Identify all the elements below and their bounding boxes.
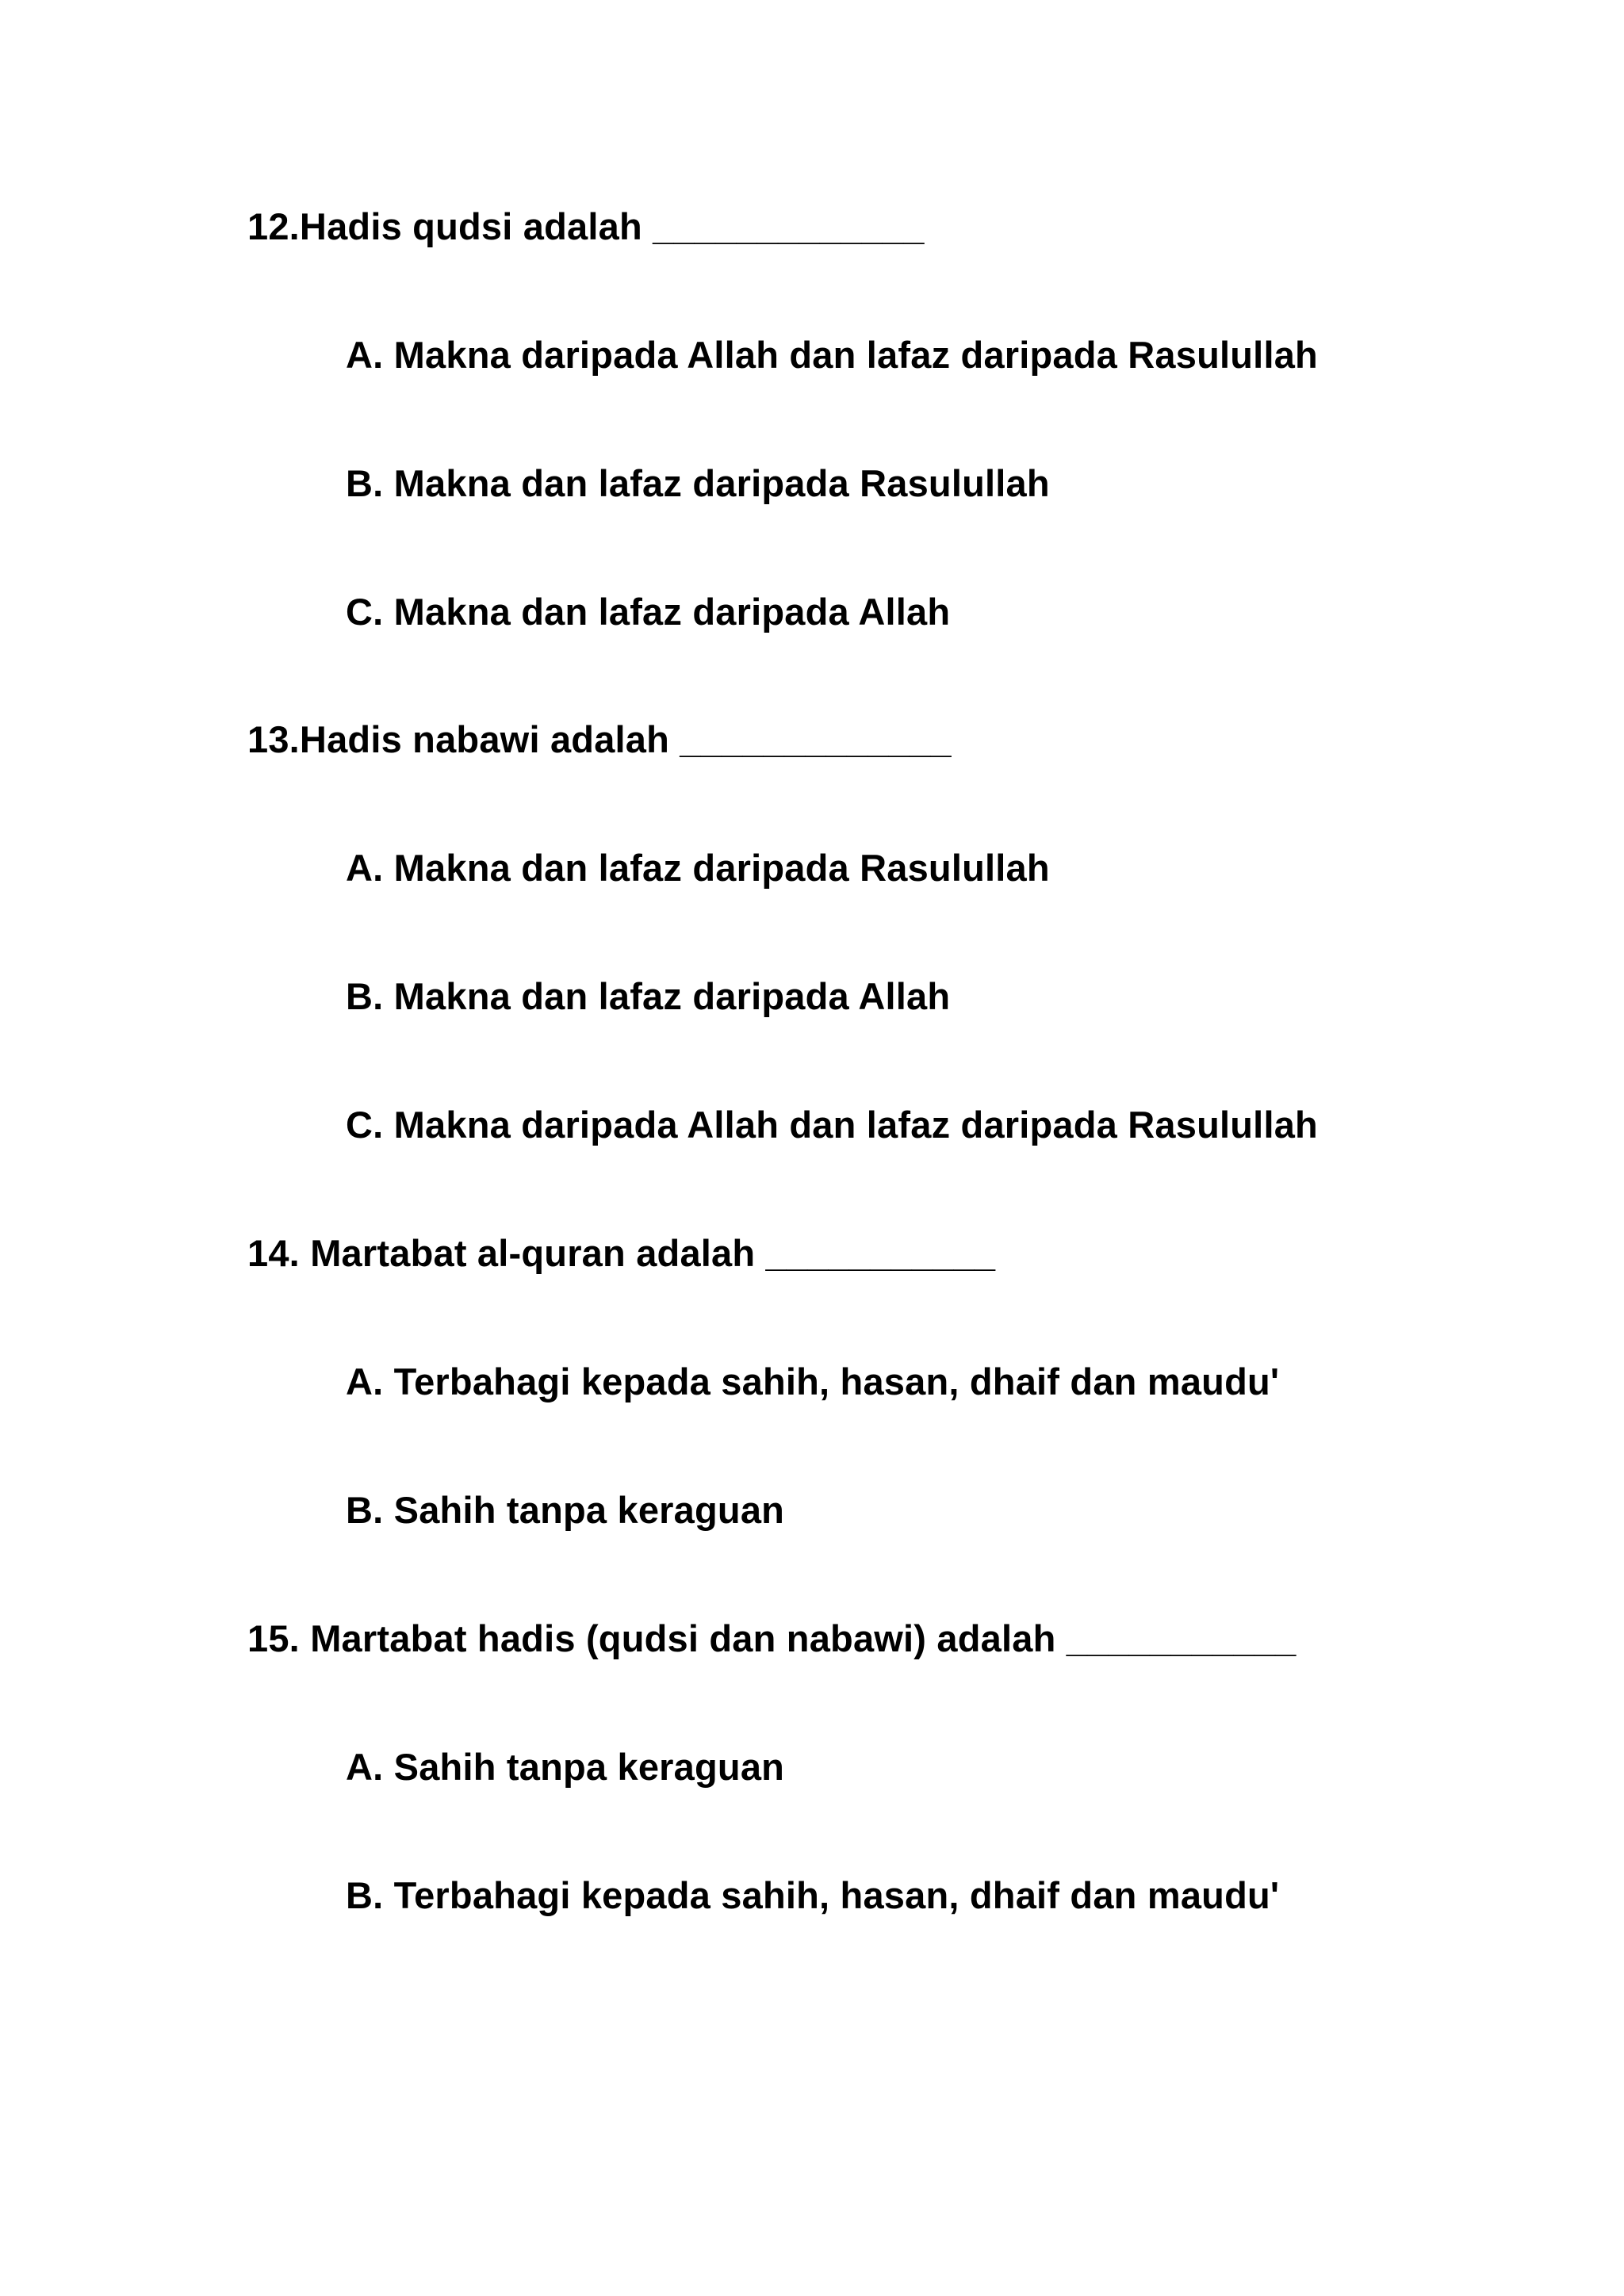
question-13-option-c: C. Makna daripada Allah dan lafaz daripada Rasulullah bbox=[346, 1104, 1318, 1146]
question-12-stem: 12.Hadis qudsi adalah _____________ bbox=[247, 205, 925, 247]
question-15-option-b: B. Terbahagi kepada sahih, hasan, dhaif dan maudu' bbox=[346, 1874, 1280, 1916]
question-14-stem: 14. Martabat al-quran adalah ___________ bbox=[247, 1232, 996, 1274]
question-13-option-b: B. Makna dan lafaz daripada Allah bbox=[346, 975, 951, 1017]
question-15-option-a: A. Sahih tanpa keraguan bbox=[346, 1746, 785, 1788]
question-13-option-a: A. Makna dan lafaz daripada Rasulullah bbox=[346, 847, 1050, 889]
question-12-option-b: B. Makna dan lafaz daripada Rasulullah bbox=[346, 462, 1050, 504]
question-12-option-a: A. Makna daripada Allah dan lafaz daripada Rasulullah bbox=[346, 334, 1318, 376]
question-14-option-a: A. Terbahagi kepada sahih, hasan, dhaif dan maudu' bbox=[346, 1360, 1280, 1402]
question-13-stem: 13.Hadis nabawi adalah _____________ bbox=[247, 718, 952, 760]
question-14-option-b: B. Sahih tanpa keraguan bbox=[346, 1489, 785, 1531]
question-15-stem: 15. Martabat hadis (qudsi dan nabawi) adalah ___________ bbox=[247, 1617, 1297, 1659]
question-12-option-c: C. Makna dan lafaz daripada Allah bbox=[346, 591, 951, 633]
